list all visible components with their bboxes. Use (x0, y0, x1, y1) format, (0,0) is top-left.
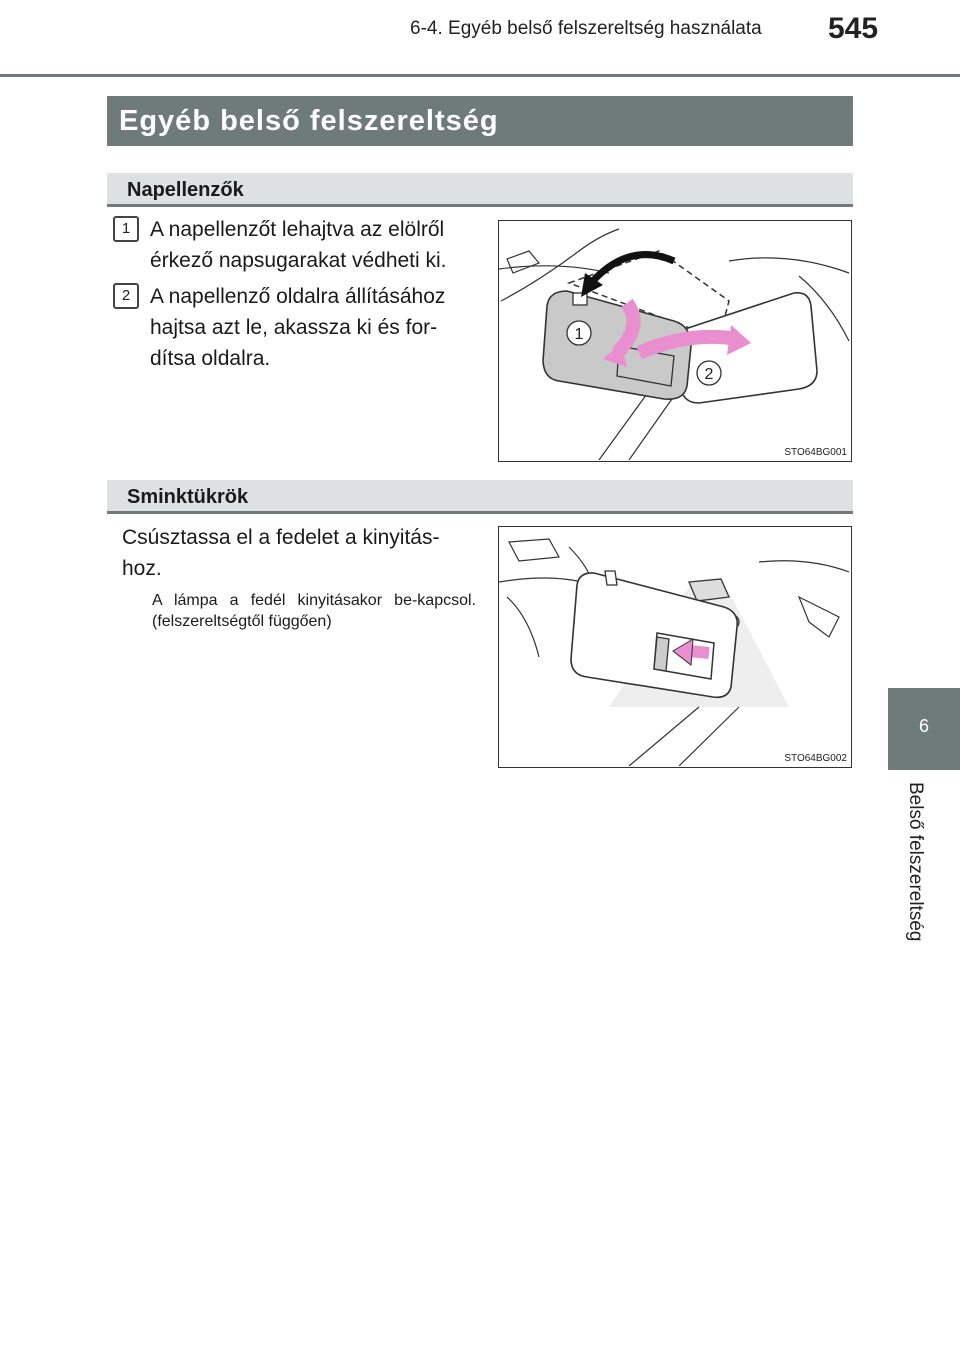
vanity-mirror-illustration (498, 526, 852, 768)
page-number: 545 (828, 12, 879, 45)
step-text-2: A napellenző oldalra állításához hajtsa azt le, akassza ki és for-dítsa oldalra. (150, 285, 446, 370)
step-number-1: 1 (113, 216, 139, 242)
step-number-2: 2 (113, 283, 139, 309)
chapter-tab (888, 688, 960, 770)
vanity-mirror-note: A lámpa a fedél kinyitásakor be-kapcsol. (felszereltségtől függően) (152, 592, 476, 630)
figure-callout-1: 1 (574, 326, 584, 343)
page-title: Egyéb belső felszereltség (107, 96, 853, 146)
step-text-1: A napellenzőt lehajtva az elölről érkező napsugarakat védheti ki. (150, 218, 447, 272)
section-breadcrumb: 6-4. Egyéb belső felszereltség használata (410, 18, 762, 39)
header-divider (0, 74, 960, 77)
chapter-number: 6 (918, 716, 929, 736)
section-heading-sun-visors: Napellenzők (107, 173, 853, 207)
sun-visor-illustration (498, 220, 852, 462)
section-heading-vanity-mirrors: Sminktükrök (107, 480, 853, 514)
figure-callout-2: 2 (704, 366, 714, 383)
sun-visor-drawing (499, 221, 850, 460)
figure-code: STO64BG002 (784, 753, 847, 764)
vanity-mirror-drawing (499, 527, 850, 766)
vanity-mirror-instruction: Csúsztassa el a fedelet a kinyitás-hoz. (122, 526, 440, 580)
chapter-label: Belső felszereltség (905, 782, 926, 942)
figure-code: STO64BG001 (784, 447, 847, 458)
